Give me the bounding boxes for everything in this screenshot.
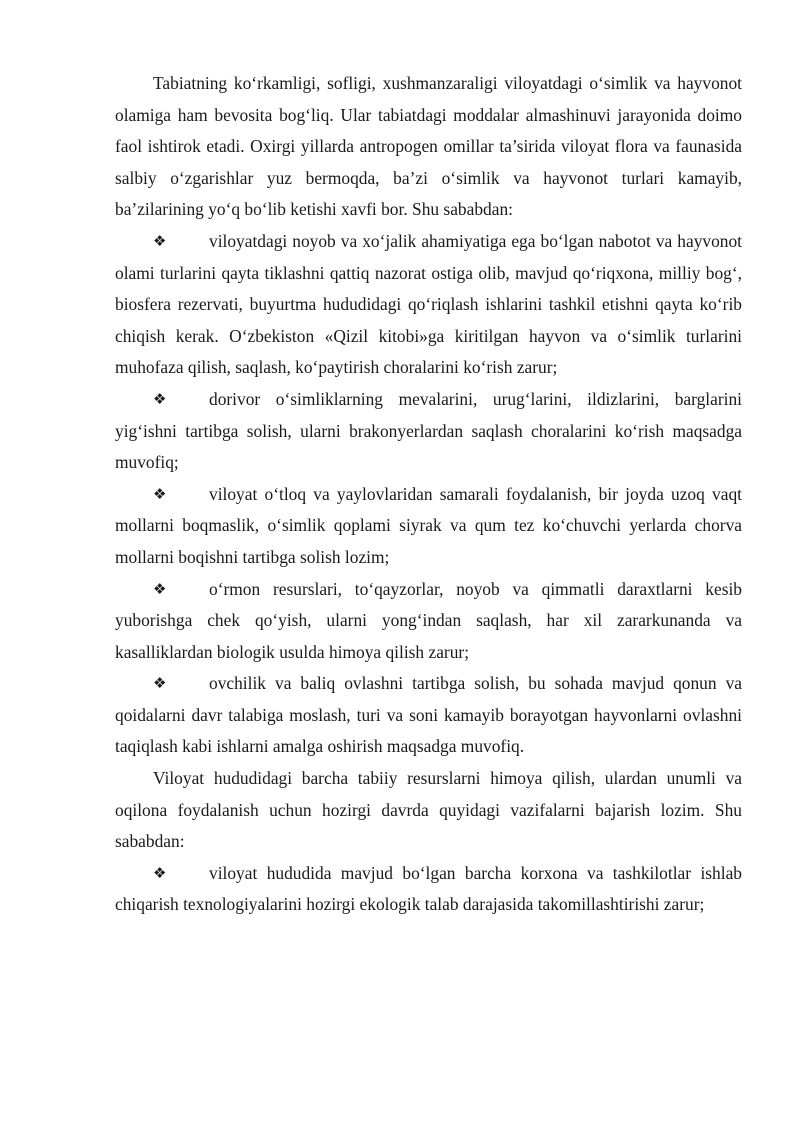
bullet-item [115, 384, 742, 479]
intro-paragraph: Tabiatning ko‘rkamligi, sofligi, xushmanzaraligi viloyatdagi o‘simlik va hayvonot olamiga ham bevosita bog‘liq. Ular tabiatdagi moddalar almashinuvi jarayonida doimo faol ishtirok etadi. Oxirgi yillarda antropogen omillar ta’sirida viloyat flora va faunasida salbiy o‘zgarishlar yuz bermoqda, ba’zi o‘simlik va hayvonot turlari kamayib, ba’zilarining yo‘q bo‘lib ketishi xavfi bor. Shu sababdan: [115, 73, 742, 220]
bullet-text: dorivor o‘simliklarning mevalarini, urug‘larini, ildizlarini, barglarini yig‘ishni tartibga solish, ularni brakonyerlardan saqlash choralarini ko‘rish maqsadga muvofiq; [115, 388, 742, 473]
bullet-text: ovchilik va baliq ovlashni tartibga solish, bu sohada mavjud qonun va qoidalarni davr talabiga moslash, turi va soni kamayib borayotgan hayvonlarni ovlashni taqiqlash kabi ishlarni amalga oshirish maqsadga muvofiq. [115, 673, 742, 757]
resources-paragraph: Viloyat hududidagi barcha tabiiy resurslarni himoya qilish, ulardan unumli va oqilona foydalanish uchun hozirgi davrda quyidagi vazifalarni bajarish lozim. Shu sababdan: [115, 768, 742, 852]
bullet-item [115, 858, 742, 921]
bullet-text: viloyatdagi noyob va xo‘jalik ahamiyatiga ega bo‘lgan nabotot va hayvonot olami turlarini qayta tiklashni qattiq nazorat ostiga olib, mavjud qo‘riqxona, milliy bog‘, biosfera rezervati, buyurtma hududidagi qo‘riqlash ishlarini tashkil etishni qayta ko‘rib chiqish kerak. O‘zbekiston «Qizil kitobi»ga kiritilgan hayvon va o‘simlik turlarini muhofaza qilish, saqlash, ko‘paytirish choralarini ko‘rish zarur; [115, 230, 742, 378]
bullet-item [115, 574, 742, 669]
bullet-text: o‘rmon resurslari, to‘qayzorlar, noyob va qimmatli daraxtlarni kesib yuborishga chek qo‘yish, ularni yong‘indan saqlash, har xil zararkunanda va kasalliklardan biologik usulda himoya qilish zarur; [115, 578, 742, 662]
diamond-bullet-icon: ❖ [153, 484, 167, 503]
bullet-text: viloyat hududida mavjud bo‘lgan barcha korxona va tashkilotlar ishlab chiqarish texnologiyalarini hozirgi ekologik talab darajasida takomillashtirishi zarur; [115, 862, 742, 915]
diamond-bullet-icon: ❖ [153, 863, 167, 882]
diamond-bullet-icon: ❖ [153, 674, 167, 693]
diamond-bullet-icon: ❖ [153, 231, 167, 250]
bullet-item [115, 668, 742, 763]
bullet-item [115, 479, 742, 574]
bullet-text: viloyat o‘tloq va yaylovlaridan samarali foydalanish, bir joyda uzoq vaqt mollarni boqmaslik, o‘simlik qoplami siyrak va qum tez ko‘chuvchi yerlarda chorva mollarni boqishni tartibga solish lozim; [115, 483, 742, 567]
diamond-bullet-icon: ❖ [153, 389, 167, 408]
document-page [115, 68, 742, 921]
diamond-bullet-icon: ❖ [153, 579, 167, 598]
bullet-item [115, 226, 742, 384]
